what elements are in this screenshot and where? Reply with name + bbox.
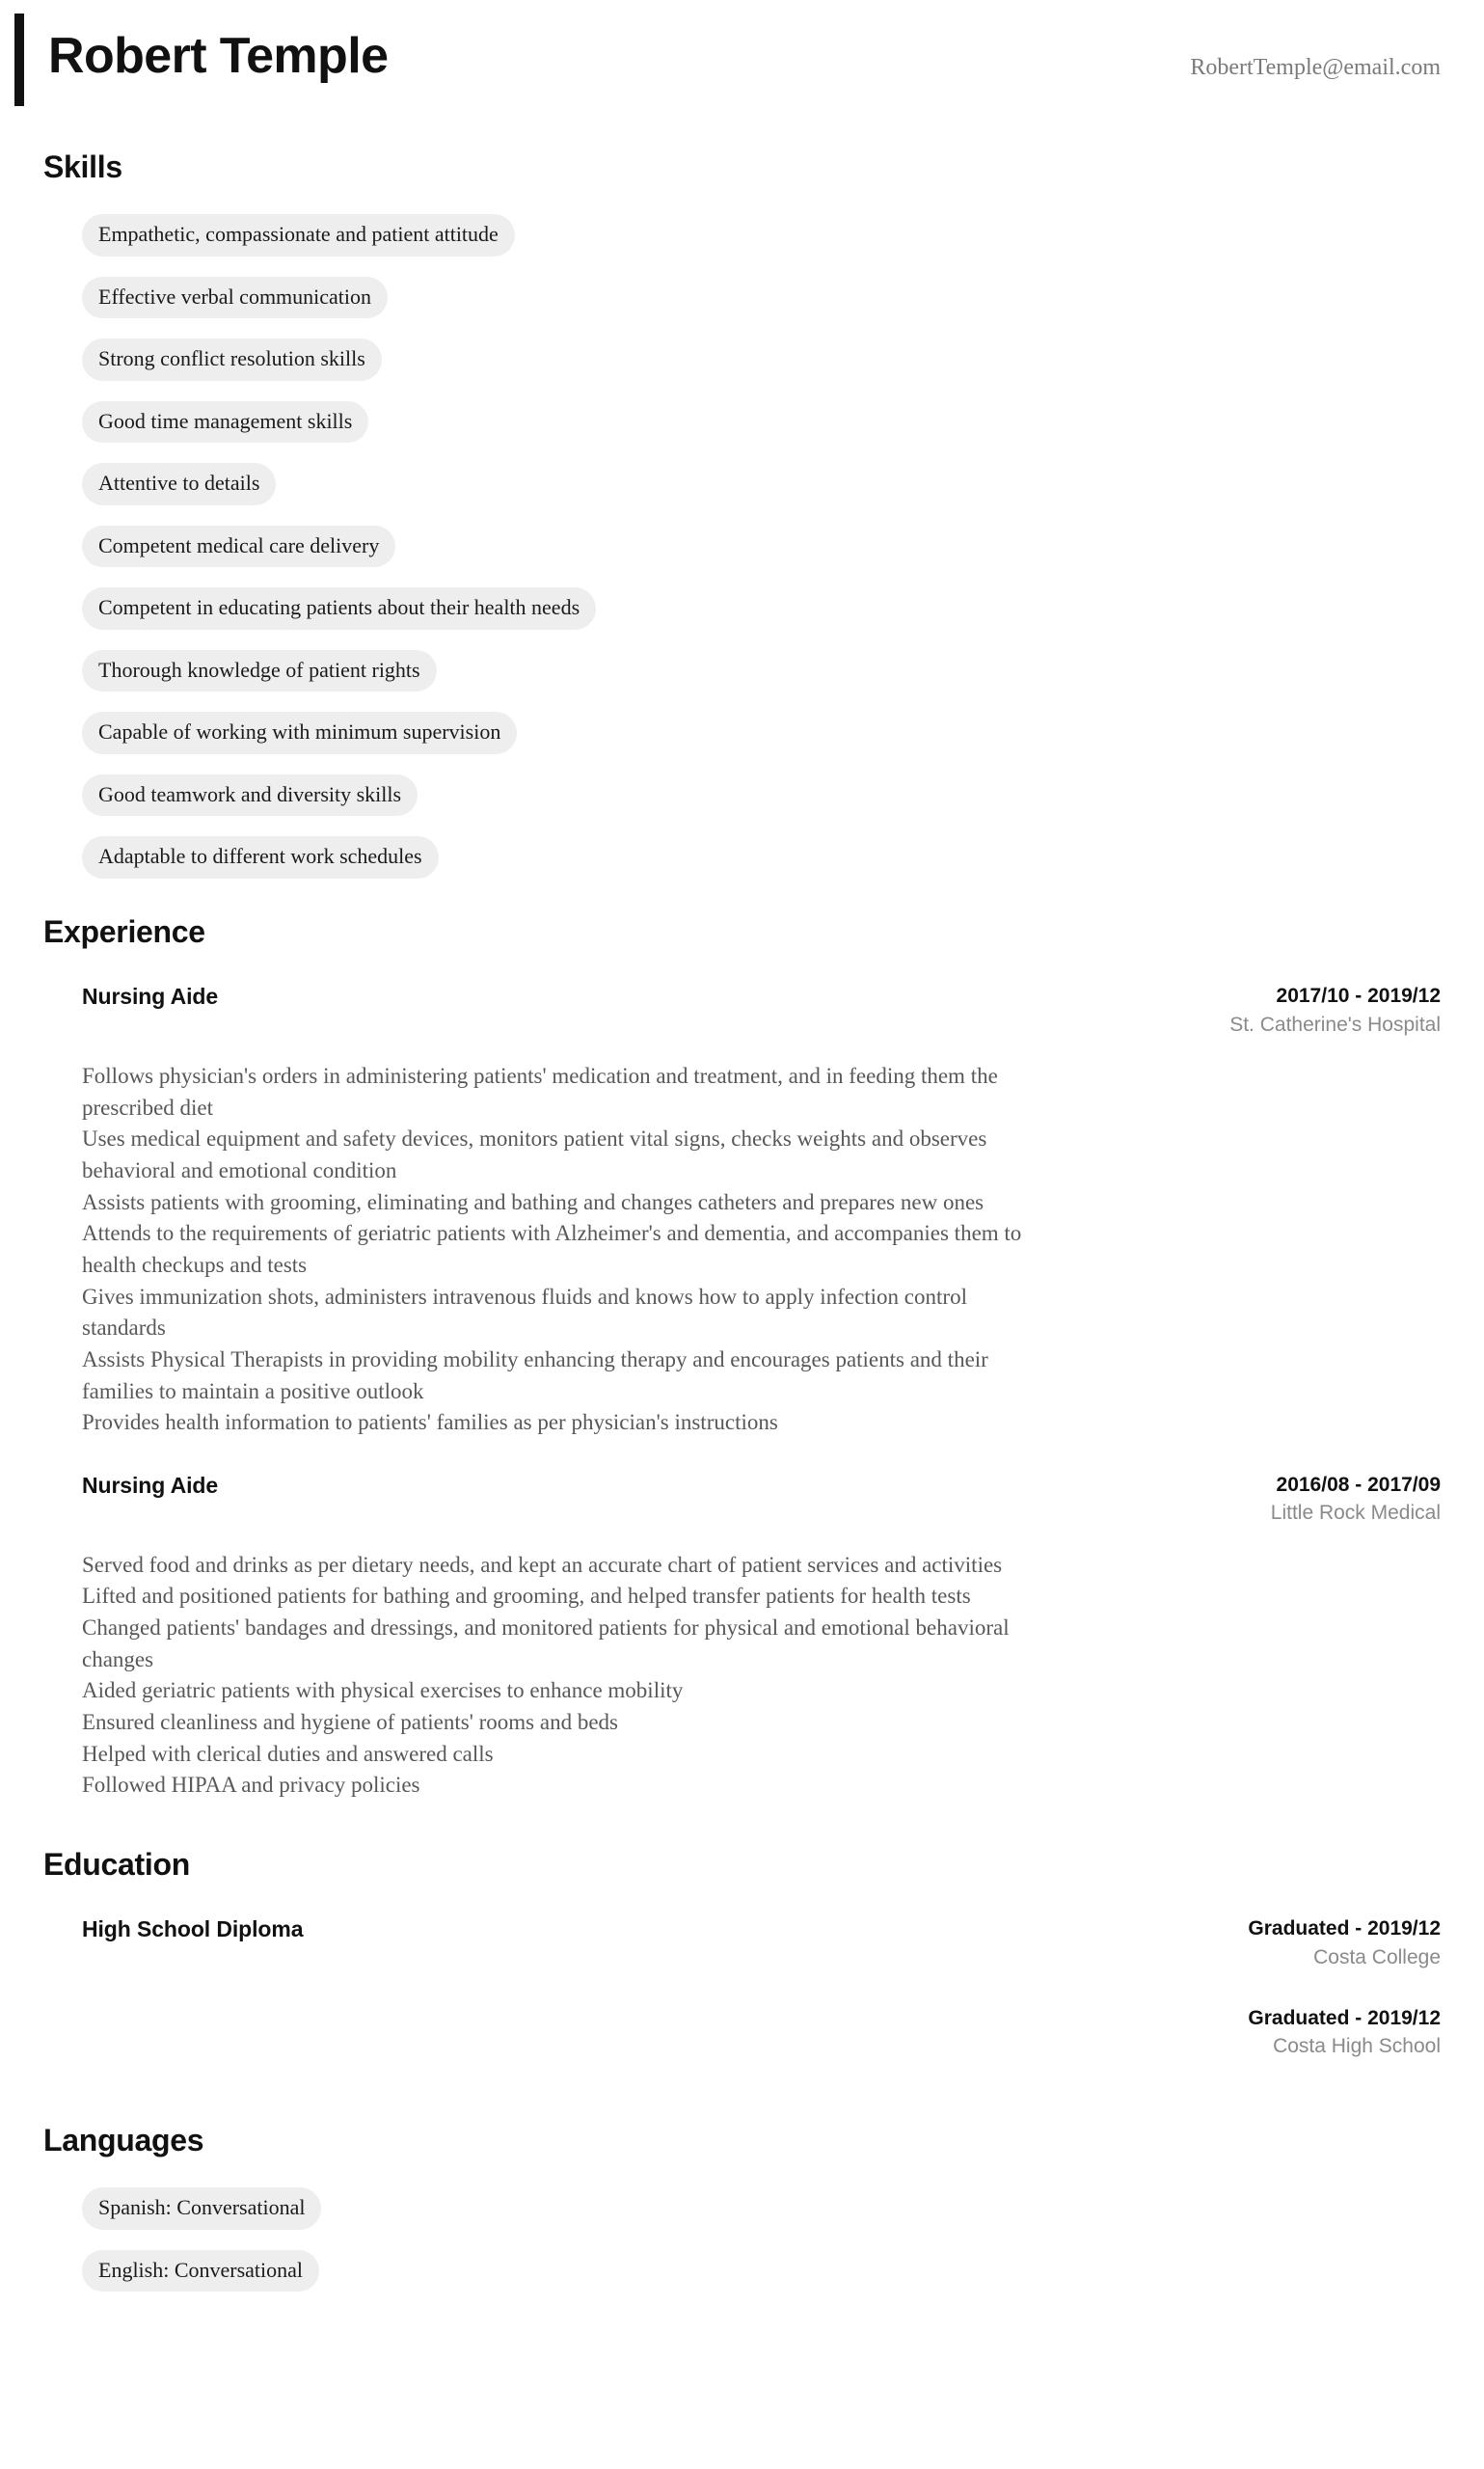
description-line: Helped with clerical duties and answered calls bbox=[82, 1741, 494, 1766]
description-line: Attends to the requirements of geriatric patients with Alzheimer's and dementia, and accompanies them to health checkups and tests bbox=[82, 1221, 1022, 1278]
list-item bbox=[0, 277, 1445, 319]
section-languages bbox=[0, 2122, 1445, 2292]
section-title-experience: Experience bbox=[43, 913, 205, 949]
description-line: Changed patients' bandages and dressings, and monitored patients for physical and emotional behavioral changes bbox=[82, 1615, 1010, 1671]
list-item bbox=[0, 2250, 1445, 2293]
education-entry bbox=[0, 1915, 1445, 1972]
accent-bar bbox=[14, 14, 24, 106]
skill-pill: Capable of working with minimum supervision bbox=[82, 712, 517, 754]
skill-pill: Good time management skills bbox=[82, 401, 368, 444]
experience-list bbox=[0, 983, 1445, 1802]
skill-pill: Empathetic, compassionate and patient attitude bbox=[82, 214, 515, 257]
section-title-skills: Skills bbox=[43, 149, 122, 184]
list-item bbox=[0, 214, 1445, 257]
entry-left-column bbox=[82, 983, 1190, 1011]
entry-right-column bbox=[1190, 2005, 1445, 2062]
job-dates: 2016/08 - 2017/09 bbox=[1276, 1473, 1441, 1496]
contact-block bbox=[1190, 54, 1441, 82]
description-line: Provides health information to patients' families as per physician's instructions bbox=[82, 1410, 778, 1435]
entry-description bbox=[82, 1550, 1056, 1802]
skill-pill: Strong conflict resolution skills bbox=[82, 339, 382, 381]
section-skills bbox=[0, 149, 1445, 879]
experience-entry bbox=[0, 1472, 1445, 1529]
language-pill: English: Conversational bbox=[82, 2250, 319, 2293]
page-title: Robert Temple bbox=[48, 28, 389, 84]
company-name: Little Rock Medical bbox=[1270, 1502, 1441, 1525]
list-item bbox=[0, 650, 1445, 692]
description-line: Followed HIPAA and privacy policies bbox=[82, 1773, 420, 1798]
institution-name: Costa College bbox=[1313, 1945, 1441, 1968]
list-item bbox=[0, 587, 1445, 630]
language-pill: Spanish: Conversational bbox=[82, 2187, 321, 2230]
graduation-date: Graduated - 2019/12 bbox=[1248, 1917, 1441, 1940]
skill-pill: Effective verbal communication bbox=[82, 277, 388, 319]
list-item bbox=[0, 2187, 1445, 2230]
skill-pill: Adaptable to different work schedules bbox=[82, 836, 439, 879]
description-line: Uses medical equipment and safety devices, monitors patient vital signs, checks weights and observes behavioral and emotional condition bbox=[82, 1126, 987, 1183]
degree-title: High School Diploma bbox=[82, 1916, 304, 1942]
section-title-education: Education bbox=[43, 1847, 190, 1882]
list-item bbox=[0, 712, 1445, 754]
list-item bbox=[0, 339, 1445, 381]
entry-right-column bbox=[1190, 1472, 1445, 1529]
description-line: Assists Physical Therapists in providing mobility enhancing therapy and encourages patients and their families to maintain a positive outlook bbox=[82, 1346, 988, 1403]
company-name: St. Catherine's Hospital bbox=[1229, 1013, 1441, 1036]
skill-pill: Good teamwork and diversity skills bbox=[82, 774, 418, 817]
resume-header bbox=[0, 0, 1445, 122]
list-item bbox=[0, 774, 1445, 817]
skills-list bbox=[0, 214, 1445, 879]
description-line: Ensured cleanliness and hygiene of patients' rooms and beds bbox=[82, 1710, 618, 1735]
section-experience bbox=[0, 913, 1445, 1802]
list-item bbox=[0, 401, 1445, 444]
description-line: Gives immunization shots, administers intravenous fluids and knows how to apply infection control standards bbox=[82, 1284, 967, 1341]
section-title-languages: Languages bbox=[43, 2122, 204, 2157]
entry-right-column bbox=[1190, 983, 1445, 1040]
institution-name: Costa High School bbox=[1273, 2035, 1441, 2058]
entry-right-column bbox=[1190, 1915, 1445, 1972]
skill-pill: Competent in educating patients about their health needs bbox=[82, 587, 596, 630]
name-block bbox=[0, 14, 388, 106]
job-title: Nursing Aide bbox=[82, 984, 219, 1010]
section-education bbox=[0, 1846, 1445, 2062]
description-line: Aided geriatric patients with physical exercises to enhance mobility bbox=[82, 1678, 684, 1703]
entry-left-column bbox=[82, 1472, 1190, 1500]
job-title: Nursing Aide bbox=[82, 1472, 219, 1498]
education-list bbox=[0, 1915, 1445, 2062]
languages-list bbox=[0, 2187, 1445, 2292]
description-line: Follows physician's orders in administering patients' medication and treatment, and in feeding them the prescribed diet bbox=[82, 1064, 998, 1120]
description-line: Assists patients with grooming, eliminating and bathing and changes catheters and prepares new ones bbox=[82, 1189, 985, 1214]
skill-pill: Attentive to details bbox=[82, 463, 276, 505]
skill-pill: Competent medical care delivery bbox=[82, 526, 395, 568]
skill-pill: Thorough knowledge of patient rights bbox=[82, 650, 437, 692]
list-item bbox=[0, 463, 1445, 505]
graduation-date: Graduated - 2019/12 bbox=[1248, 2007, 1441, 2030]
job-dates: 2017/10 - 2019/12 bbox=[1276, 985, 1441, 1008]
email-text: RobertTemple@email.com bbox=[1190, 55, 1441, 80]
entry-left-column bbox=[82, 1915, 1190, 1943]
description-line: Lifted and positioned patients for bathing and grooming, and helped transfer patients for health tests bbox=[82, 1584, 971, 1609]
list-item bbox=[0, 526, 1445, 568]
entry-description bbox=[82, 1061, 1056, 1439]
experience-entry bbox=[0, 983, 1445, 1040]
list-item bbox=[0, 836, 1445, 879]
description-line: Served food and drinks as per dietary needs, and kept an accurate chart of patient services and activities bbox=[82, 1552, 1003, 1577]
education-entry bbox=[0, 2005, 1445, 2062]
